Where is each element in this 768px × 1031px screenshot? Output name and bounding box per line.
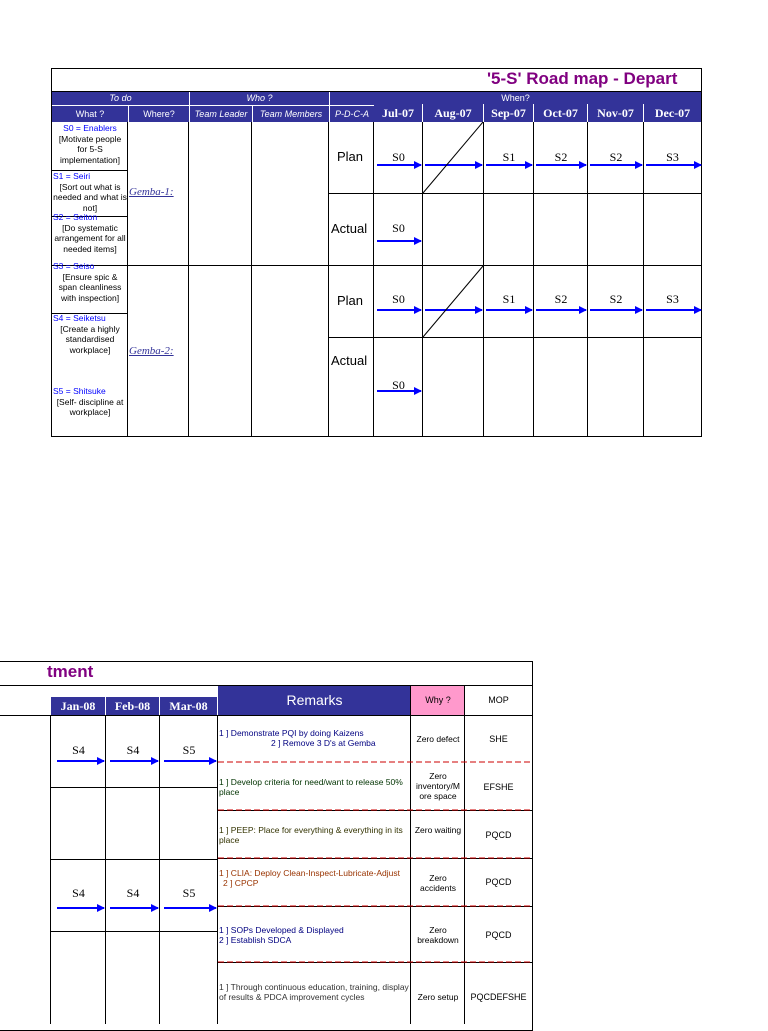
- why-row-3: Zero waiting: [414, 825, 462, 835]
- header-mop: MOP: [488, 695, 509, 705]
- aug-07-diagonal-2: [423, 266, 483, 337]
- mop-row-6: PQCDEFSHE: [470, 992, 527, 1002]
- plan1-dec-07: S3: [666, 150, 679, 164]
- plan1-feb-08: S4: [126, 743, 140, 757]
- month-dec-07: Dec-07: [644, 104, 701, 122]
- month-mar-08: Mar-08: [160, 697, 218, 716]
- plan2-mar-08: S5: [182, 886, 196, 900]
- item-s3-name: S3 = Seiso: [53, 261, 95, 271]
- item-s2-desc: [Do systematic arrangement for all needed items]: [54, 222, 126, 254]
- why-row-5: Zero breakdown: [417, 925, 459, 945]
- header-where: Where?: [128, 105, 189, 122]
- pdca-actual-2: Actual: [331, 353, 368, 368]
- remark-3-line1: 1 ] PEEP: Place for everything & everything in its place: [219, 825, 403, 845]
- month-jul-07: Jul-07: [374, 104, 423, 122]
- plan1-jan-08: S4: [72, 743, 85, 757]
- why-row-4: Zero accidents: [420, 873, 456, 893]
- header-who: Who ?: [189, 92, 329, 105]
- plan2-oct-07: S2: [554, 292, 568, 306]
- plan1-sep-07: S1: [502, 150, 516, 164]
- mop-row-4: PQCD: [485, 877, 512, 887]
- plan1-oct-07: S2: [554, 150, 568, 164]
- actual1-jul-07: S0: [392, 221, 405, 235]
- month-nov-07: Nov-07: [588, 104, 644, 122]
- plan1-jul-07: S0: [392, 150, 405, 164]
- remark-1-line2: 2 ] Remove 3 D's at Gemba: [271, 738, 376, 748]
- item-s5-desc: [Self- discipline at workplace]: [56, 396, 124, 417]
- remark-5-line2: 2 ] Establish SDCA: [219, 935, 292, 945]
- pdca-actual-1: Actual: [331, 221, 368, 236]
- aug-07-diagonal-1: [423, 122, 483, 193]
- header-when: When?: [329, 92, 701, 105]
- pdca-plan-2: Plan: [337, 293, 364, 308]
- remark-4-line1: 1 ] CLIA: Deploy Clean-Inspect-Lubricate-Adjust: [219, 868, 400, 878]
- gemba-1-link[interactable]: Gemba-1:: [129, 186, 174, 198]
- header-why: Why ?: [411, 686, 465, 715]
- header-what: What ?: [52, 105, 128, 122]
- header-remarks: Remarks: [218, 686, 411, 716]
- month-jan-08: Jan-08: [51, 697, 106, 716]
- mop-row-1: SHE: [489, 734, 508, 744]
- header-team-leader: Team Leader: [189, 105, 252, 122]
- item-s3-desc: [Ensure spic & span cleanliness with inspection]: [58, 271, 122, 303]
- item-s2-name: S2 = Seiton: [53, 212, 98, 222]
- gemba-2-link[interactable]: Gemba-2:: [129, 345, 174, 357]
- page-title-left: '5-S' Road map - Depart: [487, 69, 678, 88]
- remark-5-line1: 1 ] SOPs Developed & Displayed: [219, 925, 344, 935]
- plan1-mar-08: S5: [182, 743, 196, 757]
- plan2-jul-07: S0: [392, 292, 405, 306]
- pdca-plan-1: Plan: [337, 149, 364, 164]
- mop-row-5: PQCD: [485, 930, 512, 940]
- item-s4-desc: [Create a highly standardised workplace]: [60, 323, 120, 355]
- page-title-right: tment: [47, 662, 94, 681]
- why-row-2: Zero inventory/M ore space: [416, 771, 460, 801]
- remark-2-line1: 1 ] Develop criteria for need/want to release 50% place: [219, 777, 403, 797]
- why-row-1: Zero defect: [416, 734, 460, 744]
- item-s1-name: S1 = Seiri: [53, 171, 91, 181]
- header-todo: To do: [52, 92, 189, 105]
- remark-1-line1: 1 ] Demonstrate PQI by doing Kaizens: [219, 728, 364, 738]
- mop-row-3: PQCD: [485, 830, 512, 840]
- item-s0-desc: [Motivate people for 5-S implementation]: [58, 133, 122, 165]
- plan2-feb-08: S4: [126, 886, 140, 900]
- item-s4-name: S4 = Seiketsu: [53, 313, 106, 323]
- month-oct-07: Oct-07: [534, 104, 588, 122]
- mop-row-2: EFSHE: [483, 782, 514, 792]
- remark-4-line2: 2 ] CPCP: [223, 878, 259, 888]
- header-team-members: Team Members: [252, 105, 329, 122]
- plan2-dec-07: S3: [666, 292, 679, 306]
- actual2-jul-07: S0: [392, 378, 405, 392]
- header-pdca: P-D-C-A: [329, 105, 374, 122]
- month-sep-07: Sep-07: [484, 104, 534, 122]
- plan2-jan-08: S4: [72, 886, 85, 900]
- plan2-sep-07: S1: [502, 292, 516, 306]
- plan2-nov-07: S2: [609, 292, 623, 306]
- item-s0-name: S0 = Enablers: [63, 123, 117, 133]
- why-row-6: Zero setup: [417, 992, 459, 1002]
- plan1-nov-07: S2: [609, 150, 623, 164]
- item-s5-name: S5 = Shitsuke: [53, 386, 106, 396]
- month-aug-07: Aug-07: [423, 104, 484, 122]
- remark-6-line1: 1 ] Through continuous education, training, display of results & PDCA improvement cycles: [219, 982, 409, 1002]
- month-feb-08: Feb-08: [106, 697, 160, 716]
- item-s1-desc: [Sort out what is needed and what is not]: [53, 181, 127, 213]
